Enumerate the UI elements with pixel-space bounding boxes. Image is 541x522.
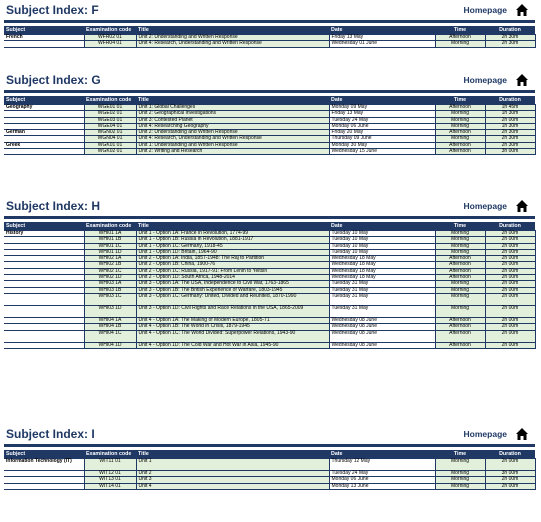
code-cell: WHI04 1D: [84, 342, 136, 348]
duration-cell: 2h 00m: [485, 281, 535, 287]
title-cell: Unit 2 - Option 1D: South Africa, 1948-2014: [136, 275, 329, 281]
title-cell: Unit 2 - Option 1A: India, 1857-1948: The Raj to Partition: [136, 256, 329, 262]
subject-cell: History: [4, 231, 84, 237]
time-cell: Morning: [435, 459, 485, 471]
col-duration: Duration: [485, 222, 535, 231]
time-cell: Afternoon: [435, 330, 485, 342]
date-cell: Thursday 12 May: [329, 459, 435, 471]
home-icon[interactable]: [515, 427, 529, 441]
time-cell: Afternoon: [435, 130, 485, 136]
date-cell: Wednesday 15 June: [329, 149, 435, 155]
code-cell: WHI04 1B: [84, 324, 136, 330]
time-cell: Morning: [435, 477, 485, 483]
subject-cell: [4, 330, 84, 342]
title-cell: Unit 1: [136, 459, 329, 471]
code-cell: WHI03 1D: [84, 305, 136, 317]
title-cell: Unit 1 - Option 1B: Russia in Revolution, 1881-1917: [136, 237, 329, 243]
table-row: [4, 330, 535, 342]
duration-cell: 2h 30m: [485, 136, 535, 142]
duration-cell: 2h 00m: [485, 330, 535, 342]
subject-cell: Greek: [4, 142, 84, 148]
date-cell: Friday 20 May: [329, 130, 435, 136]
col-title: Title: [136, 26, 329, 35]
duration-cell: 2h 00m: [485, 117, 535, 123]
duration-cell: 2h 00m: [485, 483, 535, 489]
date-cell: Tuesday 10 May: [329, 243, 435, 249]
date-cell: Friday 13 May: [329, 111, 435, 117]
date-cell: Tuesday 10 May: [329, 231, 435, 237]
time-cell: Afternoon: [435, 268, 485, 274]
code-cell: WGE04 01: [84, 123, 136, 129]
date-cell: Wednesday 01 June: [329, 41, 435, 47]
date-cell: Monday 30 May: [329, 142, 435, 148]
code-cell: WHI01 1D: [84, 249, 136, 255]
date-cell: Monday 06 June: [329, 477, 435, 483]
time-cell: Morning: [435, 287, 485, 293]
title-cell: Unit 2: Understanding and Written Response: [136, 130, 329, 136]
time-cell: Morning: [435, 123, 485, 129]
title-cell: Unit 1 - Option 1C: Germany, 1918-45: [136, 243, 329, 249]
date-cell: Wednesday 08 June: [329, 342, 435, 348]
duration-cell: 2h 00m: [485, 243, 535, 249]
subject-cell: [4, 41, 84, 47]
col-title: Title: [136, 222, 329, 231]
col-date: Date: [329, 450, 435, 459]
title-cell: Unit 4 - Option 1B: The World in Crisis, 1879-1945: [136, 324, 329, 330]
col-date: Date: [329, 26, 435, 35]
time-cell: Afternoon: [435, 142, 485, 148]
date-cell: Monday 09 May: [329, 105, 435, 111]
section-header: [4, 426, 535, 447]
date-cell: Tuesday 31 May: [329, 281, 435, 287]
date-cell: Wednesday 18 May: [329, 275, 435, 281]
duration-cell: 2h 00m: [485, 293, 535, 305]
title-cell: Unit 1 - Option 1A: France in Revolution, 1774-99: [136, 231, 329, 237]
duration-cell: 2h 00m: [485, 324, 535, 330]
table-row: [4, 293, 535, 305]
time-cell: Afternoon: [435, 35, 485, 41]
col-subject: Subject: [4, 26, 84, 35]
col-code: Examination code: [84, 222, 136, 231]
subject-cell: German: [4, 130, 84, 136]
code-cell: WHI01 1B: [84, 237, 136, 243]
table-row: [4, 459, 535, 471]
code-cell: WHI03 1B: [84, 287, 136, 293]
subject-cell: [4, 149, 84, 155]
time-cell: Morning: [435, 243, 485, 249]
code-cell: WGK01 01: [84, 142, 136, 148]
code-cell: WHI04 1C: [84, 330, 136, 342]
title-cell: Unit 4 - Option 1A: The Making of Modern Europe, 1805-71: [136, 317, 329, 323]
subject-cell: [4, 305, 84, 317]
code-cell: WIT12 01: [84, 471, 136, 477]
duration-cell: 1h 30m: [485, 111, 535, 117]
title-cell: Unit 3: [136, 477, 329, 483]
col-code: Examination code: [84, 96, 136, 105]
duration-cell: 2h 30m: [485, 35, 535, 41]
time-cell: Afternoon: [435, 262, 485, 268]
duration-cell: 2h 00m: [485, 237, 535, 243]
code-cell: WIT13 01: [84, 477, 136, 483]
table-row: [4, 41, 535, 47]
exam-timetable: [4, 96, 536, 155]
home-icon[interactable]: [515, 73, 529, 87]
duration-cell: 2h 00m: [485, 231, 535, 237]
table-row: [4, 305, 535, 317]
col-code: Examination code: [84, 450, 136, 459]
duration-cell: 2h 00m: [485, 256, 535, 262]
code-cell: WGK02 01: [84, 149, 136, 155]
title-cell: Unit 3: Contested Planet: [136, 117, 329, 123]
date-cell: Wednesday 18 May: [329, 262, 435, 268]
subject-cell: [4, 483, 84, 489]
col-time: Time: [435, 222, 485, 231]
code-cell: WGE01 01: [84, 105, 136, 111]
code-cell: WHI03 1C: [84, 293, 136, 305]
code-cell: WHI02 1A: [84, 256, 136, 262]
code-cell: WHI03 1A: [84, 281, 136, 287]
time-cell: Morning: [435, 293, 485, 305]
duration-cell: 2h 30m: [485, 130, 535, 136]
home-icon[interactable]: [515, 3, 529, 17]
time-cell: Afternoon: [435, 256, 485, 262]
title-cell: Unit 4: [136, 483, 329, 489]
time-cell: Afternoon: [435, 317, 485, 323]
time-cell: Morning: [435, 483, 485, 489]
date-cell: Wednesday 08 June: [329, 324, 435, 330]
time-cell: Morning: [435, 281, 485, 287]
title-cell: Unit 2 - Option 1C: Russia, 1917-91: From Lenin to Yeltsin: [136, 268, 329, 274]
col-duration: Duration: [485, 450, 535, 459]
time-cell: Afternoon: [435, 149, 485, 155]
code-cell: WIT14 01: [84, 483, 136, 489]
code-cell: WGN02 01: [84, 130, 136, 136]
title-cell: Unit 2 - Option 1B: China, 1900-76: [136, 262, 329, 268]
title-cell: Unit 1: Global Challenges: [136, 105, 329, 111]
title-cell: Unit 4: Research, Understanding and Written Response: [136, 41, 329, 47]
date-cell: Wednesday 08 June: [329, 317, 435, 323]
col-title: Title: [136, 96, 329, 105]
table-row: [4, 483, 535, 489]
time-cell: Afternoon: [435, 324, 485, 330]
code-cell: WHI01 1C: [84, 243, 136, 249]
title-cell: Unit 2: Geographical Investigations: [136, 111, 329, 117]
col-subject: Subject: [4, 96, 84, 105]
duration-cell: 2h 30m: [485, 41, 535, 47]
subject-cell: French: [4, 35, 84, 41]
time-cell: Afternoon: [435, 105, 485, 111]
homepage-link[interactable]: Homepage: [463, 429, 507, 439]
duration-cell: 2h 00m: [485, 262, 535, 268]
date-cell: Tuesday 24 May: [329, 117, 435, 123]
title-cell: Unit 4 - Option 1C: The World Divided: Superpower Relations, 1943-90: [136, 330, 329, 342]
exam-timetable: [4, 450, 536, 490]
home-icon[interactable]: [515, 199, 529, 213]
code-cell: WFR04 01: [84, 41, 136, 47]
subject-index-h: [4, 198, 535, 349]
title-cell: Unit 3 - Option 1A: The USA, Independence to Civil War, 1763-1865: [136, 281, 329, 287]
col-subject: Subject: [4, 222, 84, 231]
code-cell: WIT11 01: [84, 459, 136, 471]
date-cell: Wednesday 08 June: [329, 330, 435, 342]
code-cell: WGN04 01: [84, 136, 136, 142]
title-cell: Unit 4 - Option 1D: The Cold War and Hot War in Asia, 1945-90: [136, 342, 329, 348]
title-cell: Unit 1: Understanding and Written Response: [136, 142, 329, 148]
section-header: [4, 2, 535, 23]
duration-cell: 2h 00m: [485, 305, 535, 317]
col-duration: Duration: [485, 96, 535, 105]
duration-cell: 1h 30m: [485, 123, 535, 129]
date-cell: Thursday 09 June: [329, 136, 435, 142]
date-cell: Tuesday 24 May: [329, 471, 435, 477]
subject-index-g: [4, 72, 535, 155]
time-cell: Morning: [435, 471, 485, 477]
col-date: Date: [329, 96, 435, 105]
section-header: [4, 72, 535, 93]
subject-cell: [4, 342, 84, 348]
homepage-link[interactable]: Homepage: [463, 201, 507, 211]
time-cell: Morning: [435, 136, 485, 142]
duration-cell: 2h 00m: [485, 477, 535, 483]
title-cell: Unit 4: Research, Understanding and Written Response: [136, 136, 329, 142]
title-cell: Unit 4: Researching Geography: [136, 123, 329, 129]
duration-cell: 2h 00m: [485, 287, 535, 293]
section-title: Subject Index: H: [6, 199, 101, 213]
duration-cell: 2h 00m: [485, 268, 535, 274]
time-cell: Morning: [435, 41, 485, 47]
subject-cell: [4, 293, 84, 305]
table-row: [4, 342, 535, 348]
code-cell: WGE03 01: [84, 117, 136, 123]
time-cell: Morning: [435, 305, 485, 317]
section-header: [4, 198, 535, 219]
homepage-link[interactable]: Homepage: [463, 75, 507, 85]
time-cell: Afternoon: [435, 275, 485, 281]
date-cell: Wednesday 18 May: [329, 268, 435, 274]
col-time: Time: [435, 450, 485, 459]
exam-timetable: [4, 26, 536, 48]
code-cell: WHI02 1C: [84, 268, 136, 274]
date-cell: Monday 06 June: [329, 123, 435, 129]
duration-cell: 1h 45m: [485, 105, 535, 111]
duration-cell: 2h 30m: [485, 142, 535, 148]
section-title: Subject Index: I: [6, 427, 95, 441]
col-date: Date: [329, 222, 435, 231]
col-time: Time: [435, 26, 485, 35]
time-cell: Morning: [435, 117, 485, 123]
subject-cell: Geography: [4, 105, 84, 111]
date-cell: Tuesday 10 May: [329, 237, 435, 243]
col-time: Time: [435, 96, 485, 105]
col-code: Examination code: [84, 26, 136, 35]
homepage-link[interactable]: Homepage: [463, 5, 507, 15]
date-cell: Tuesday 31 May: [329, 293, 435, 305]
title-cell: Unit 2: Understanding and Written Response: [136, 35, 329, 41]
date-cell: Friday 13 May: [329, 35, 435, 41]
duration-cell: 3h 00m: [485, 471, 535, 477]
subject-cell: Information Technology (IT): [4, 459, 84, 471]
duration-cell: 3h 00m: [485, 149, 535, 155]
duration-cell: 2h 00m: [485, 317, 535, 323]
date-cell: Wednesday 18 May: [329, 256, 435, 262]
subject-index-i: [4, 426, 535, 490]
code-cell: WHI01 1A: [84, 231, 136, 237]
date-cell: Tuesday 31 May: [329, 287, 435, 293]
title-cell: Unit 3 - Option 1C: Germany: United, Divided and Reunited, 1870-1990: [136, 293, 329, 305]
time-cell: Afternoon: [435, 342, 485, 348]
date-cell: Tuesday 10 May: [329, 249, 435, 255]
time-cell: Morning: [435, 249, 485, 255]
duration-cell: 2h 00m: [485, 342, 535, 348]
title-cell: Unit 1 - Option 1D: Britain, 1964-90: [136, 249, 329, 255]
col-title: Title: [136, 450, 329, 459]
title-cell: Unit 3 - Option 1D: Civil Rights and Race Relations in the USA, 1865-2009: [136, 305, 329, 317]
date-cell: Monday 13 June: [329, 483, 435, 489]
duration-cell: 2h 00m: [485, 275, 535, 281]
col-duration: Duration: [485, 26, 535, 35]
col-subject: Subject: [4, 450, 84, 459]
code-cell: WHI02 1D: [84, 275, 136, 281]
code-cell: WHI02 1B: [84, 262, 136, 268]
code-cell: WHI04 1A: [84, 317, 136, 323]
section-title: Subject Index: G: [6, 73, 101, 87]
exam-timetable: [4, 222, 536, 349]
section-title: Subject Index: F: [6, 3, 99, 17]
subject-index-f: [4, 2, 535, 48]
duration-cell: 2h 00m: [485, 249, 535, 255]
title-cell: Unit 2: [136, 471, 329, 477]
code-cell: WGE02 01: [84, 111, 136, 117]
code-cell: WFR02 01: [84, 35, 136, 41]
date-cell: Tuesday 31 May: [329, 305, 435, 317]
time-cell: Morning: [435, 231, 485, 237]
duration-cell: 2h 00m: [485, 459, 535, 471]
time-cell: Morning: [435, 111, 485, 117]
time-cell: Morning: [435, 237, 485, 243]
title-cell: Unit 3 - Option 1B: The British Experience of Warfare, 1803-1945: [136, 287, 329, 293]
title-cell: Unit 2: Writing and Research: [136, 149, 329, 155]
table-row: [4, 149, 535, 155]
